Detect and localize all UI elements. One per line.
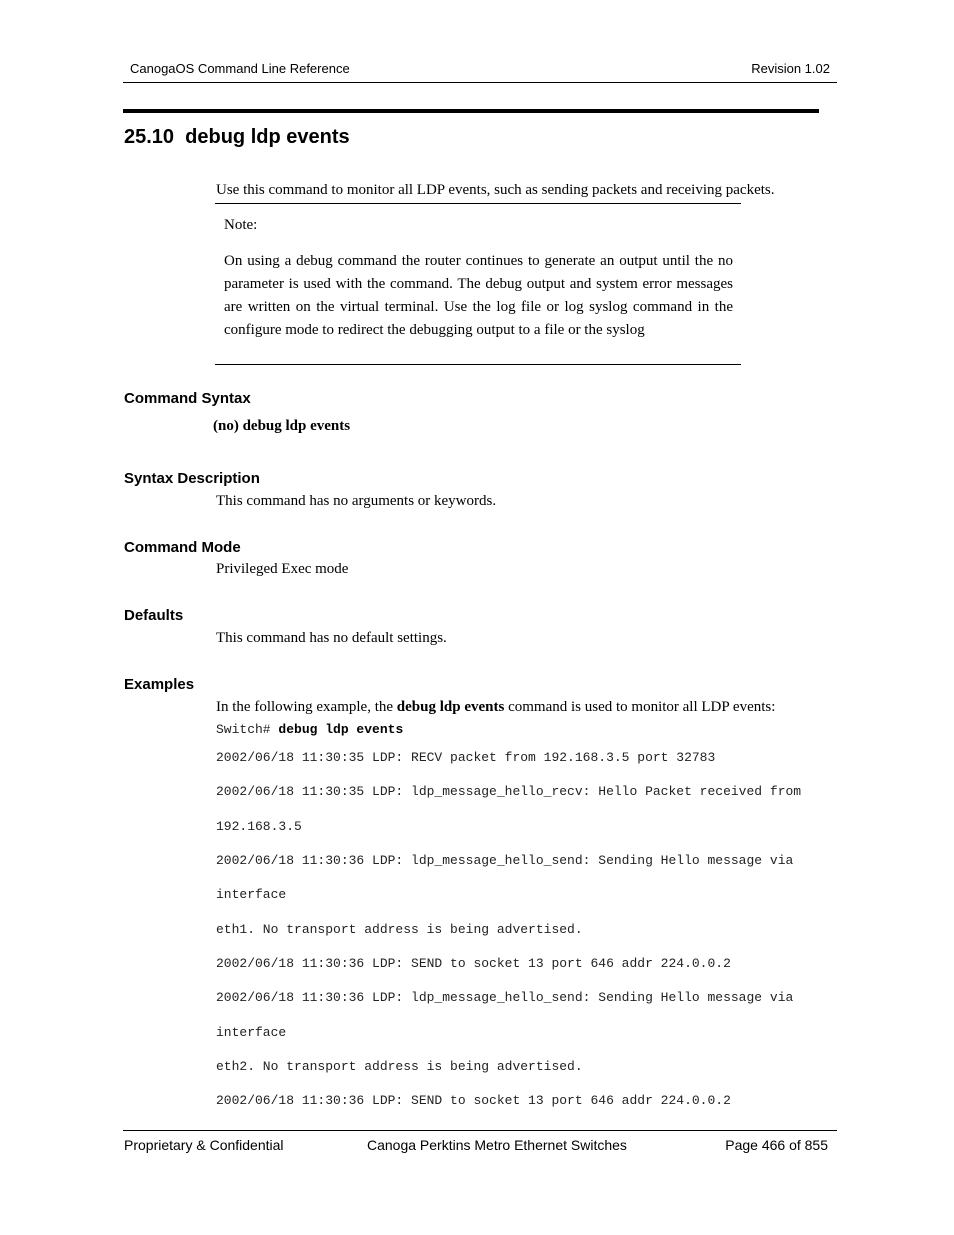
intro-divider — [215, 203, 741, 204]
example-output-line: 2002/06/18 11:30:36 LDP: SEND to socket 13 port 646 addr 224.0.0.2 — [216, 956, 731, 971]
note-text: On using a debug command the router continues to generate an output until the no parameter is used with the command. The debug output and system error messages are written on the virtual terminal. Use the log file or log syslog command in the configure mode to redirect the debugging output to a file or the syslog — [224, 253, 733, 338]
note-label: Note: — [224, 217, 258, 233]
syntax-description-text: This command has no arguments or keywords. — [216, 493, 497, 509]
example-output-line: interface — [216, 1025, 287, 1040]
examples-intro-suffix: command is used to monitor all LDP events: — [504, 699, 776, 715]
example-output-line: 2002/06/18 11:30:36 LDP: SEND to socket 13 port 646 addr 224.0.0.2 — [216, 1093, 731, 1108]
command-mode-heading: Command Mode — [124, 539, 241, 556]
syntax-description-heading: Syntax Description — [124, 470, 260, 487]
defaults-text: This command has no default settings. — [216, 630, 447, 646]
examples-heading: Examples — [124, 676, 195, 693]
header-title: CanogaOS Command Line Reference — [130, 61, 350, 76]
header-revision: Revision 1.02 — [751, 61, 830, 76]
example-output-line: eth2. No transport address is being advertised. — [216, 1059, 583, 1074]
header-divider — [123, 82, 837, 83]
example-output-line: 2002/06/18 11:30:36 LDP: ldp_message_hello_send: Sending Hello message via — [216, 990, 794, 1005]
defaults-heading: Defaults — [124, 607, 184, 624]
example-output-line: 2002/06/18 11:30:36 LDP: ldp_message_hello_send: Sending Hello message via — [216, 853, 794, 868]
example-output-line: 2002/06/18 11:30:35 LDP: RECV packet from 192.168.3.5 port 32783 — [216, 750, 716, 765]
example-output-line: 2002/06/18 11:30:35 LDP: ldp_message_hello_recv: Hello Packet received from — [216, 784, 802, 799]
section-divider — [123, 109, 819, 113]
note-divider — [215, 364, 741, 365]
example-command-line — [216, 722, 403, 737]
command-mode-text: Privileged Exec mode — [216, 561, 349, 577]
example-command: debug ldp events — [278, 722, 404, 737]
command-syntax-heading: Command Syntax — [124, 390, 251, 407]
example-output-line: interface — [216, 887, 287, 902]
example-prompt: Switch# — [216, 722, 279, 737]
examples-intro — [216, 699, 775, 716]
intro-text: Use this command to monitor all LDP events, such as sending packets and receiving packets. — [216, 182, 775, 198]
footer-page-number: Page 466 of 855 — [725, 1137, 828, 1153]
example-output-line: eth1. No transport address is being advertised. — [216, 922, 583, 937]
footer-product: Canoga Perktins Metro Ethernet Switches — [367, 1137, 627, 1153]
command-syntax-text: (no) debug ldp events — [213, 418, 351, 434]
footer-divider — [123, 1130, 837, 1131]
example-output-line: 192.168.3.5 — [216, 819, 302, 834]
footer-confidential: Proprietary & Confidential — [124, 1137, 284, 1153]
examples-intro-prefix: In the following example, the — [216, 699, 397, 715]
section-title: 25.10 debug ldp events — [124, 126, 350, 148]
examples-intro-command: debug ldp events — [396, 699, 505, 715]
